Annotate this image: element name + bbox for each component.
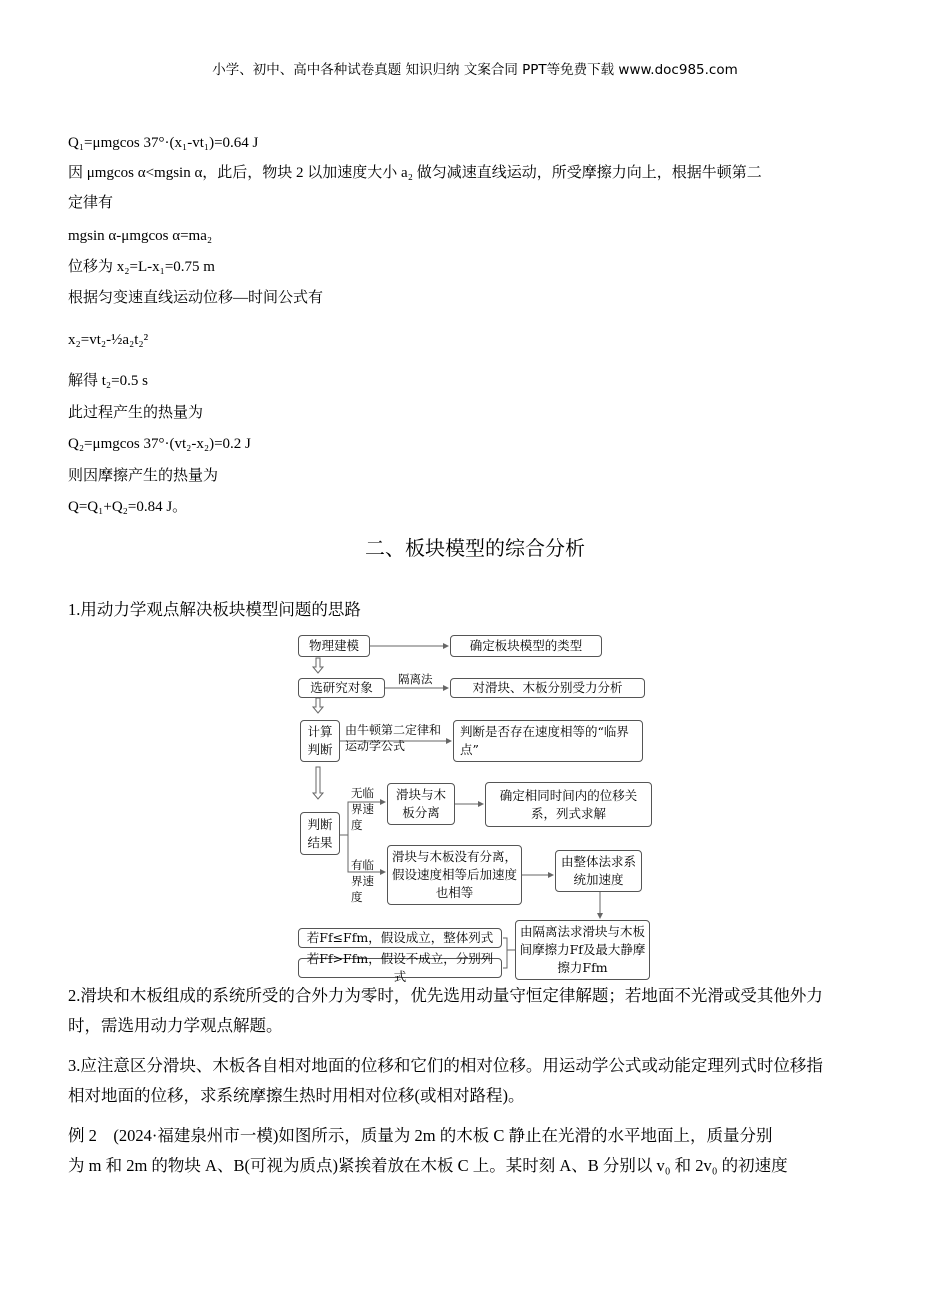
text-line: 因 μmgcos α<mgsin α，此后，物块 2 以加速度大小 a₂ 做匀减速直线运动，所受摩擦力向上，根据牛顿第二 (68, 165, 762, 181)
box-result: 判断结果 (300, 812, 340, 855)
box-select-object: 选研究对象 (298, 678, 385, 698)
box-whole-method: 由整体法求系统加速度 (555, 850, 642, 892)
box-assume-true: 若Ff≤Ffm，假设成立，整体列式 (298, 928, 502, 948)
text-line: Q₁=μmgcos 37°·(x₁-vt₁)=0.64 J (68, 135, 259, 151)
item-3-cont: 相对地面的位移，求系统摩擦生热时用相对位移(或相对路程)。 (68, 1086, 525, 1105)
text-line: 位移为 x₂=L-x₁=0.75 m (68, 259, 215, 275)
item-2: 2.滑块和木板组成的系统所受的合外力为零时，优先选用动量守恒定律解题；若地面不光滑或受其他外力 (68, 986, 823, 1005)
text-line: 根据匀变速直线运动位移—时间公式有 (68, 290, 324, 306)
text-line: 解得 t₂=0.5 s (68, 373, 148, 389)
box-no-separate: 滑块与木板没有分离，假设速度相等后加速度也相等 (387, 845, 522, 905)
box-model-type: 确定板块模型的类型 (450, 635, 602, 657)
example-2: 例 2 (2024·福建泉州市一模)如图所示，质量为 2m 的木板 C 静止在光滑的水平地面上，质量分别 (68, 1126, 773, 1145)
text-line: mgsin α-μmgcos α=ma₂ (68, 228, 213, 244)
text-line: Q=Q₁+Q₂=0.84 J。 (68, 499, 188, 515)
example-2-cont: 为 m 和 2m 的物块 A、B(可视为质点)紧挨着放在木板 C 上。某时刻 A、B 分别以 v₀ 和 2v₀ 的初速度 (68, 1156, 788, 1175)
box-assume-false: 若Ff>Ffm，假设不成立，分别列式 (298, 958, 502, 978)
box-isolation-friction: 由隔离法求滑块与木板间摩擦力Ff及最大静摩擦力Ffm (515, 920, 650, 980)
formula-line: x₂=vt₂-½a₂t₂² (68, 332, 149, 348)
box-physics-modeling: 物理建模 (298, 635, 370, 657)
box-calculate: 计算判断 (300, 720, 340, 762)
label-has-critical: 有临界速度 (351, 858, 374, 904)
text-line: 则因摩擦产生的热量为 (68, 468, 219, 484)
label-no-critical: 无临界速度 (351, 786, 374, 832)
section-title: 二、板块模型的综合分析 (365, 536, 585, 560)
box-separate: 滑块与木板分离 (387, 783, 455, 825)
item-3: 3.应注意区分滑块、木板各自相对地面的位移和它们的相对位移。用运动学公式或动能定理列式时位移指 (68, 1056, 823, 1075)
item-2-cont: 时，需选用动力学观点解题。 (68, 1016, 283, 1035)
label-isolation: 隔离法 (398, 672, 433, 686)
label-newton: 由牛顿第二定律和运动学公式 (345, 723, 442, 753)
text-line: 此过程产生的热量为 (68, 405, 204, 421)
text-line: 定律有 (68, 195, 114, 211)
page-header[interactable]: 小学、初中、高中各种试卷真题 知识归纳 文案合同 PPT等免费下载 www.doc985.com (212, 62, 738, 78)
item-1: 1.用动力学观点解决板块模型问题的思路 (68, 600, 361, 619)
text-line: Q₂=μmgcos 37°·(vt₂-x₂)=0.2 J (68, 436, 251, 452)
box-displacement: 确定相同时间内的位移关系，列式求解 (485, 782, 652, 827)
flowchart (280, 625, 660, 985)
box-critical-point: 判断是否存在速度相等的“临界点” (453, 720, 643, 762)
box-force-analysis: 对滑块、木板分别受力分析 (450, 678, 645, 698)
